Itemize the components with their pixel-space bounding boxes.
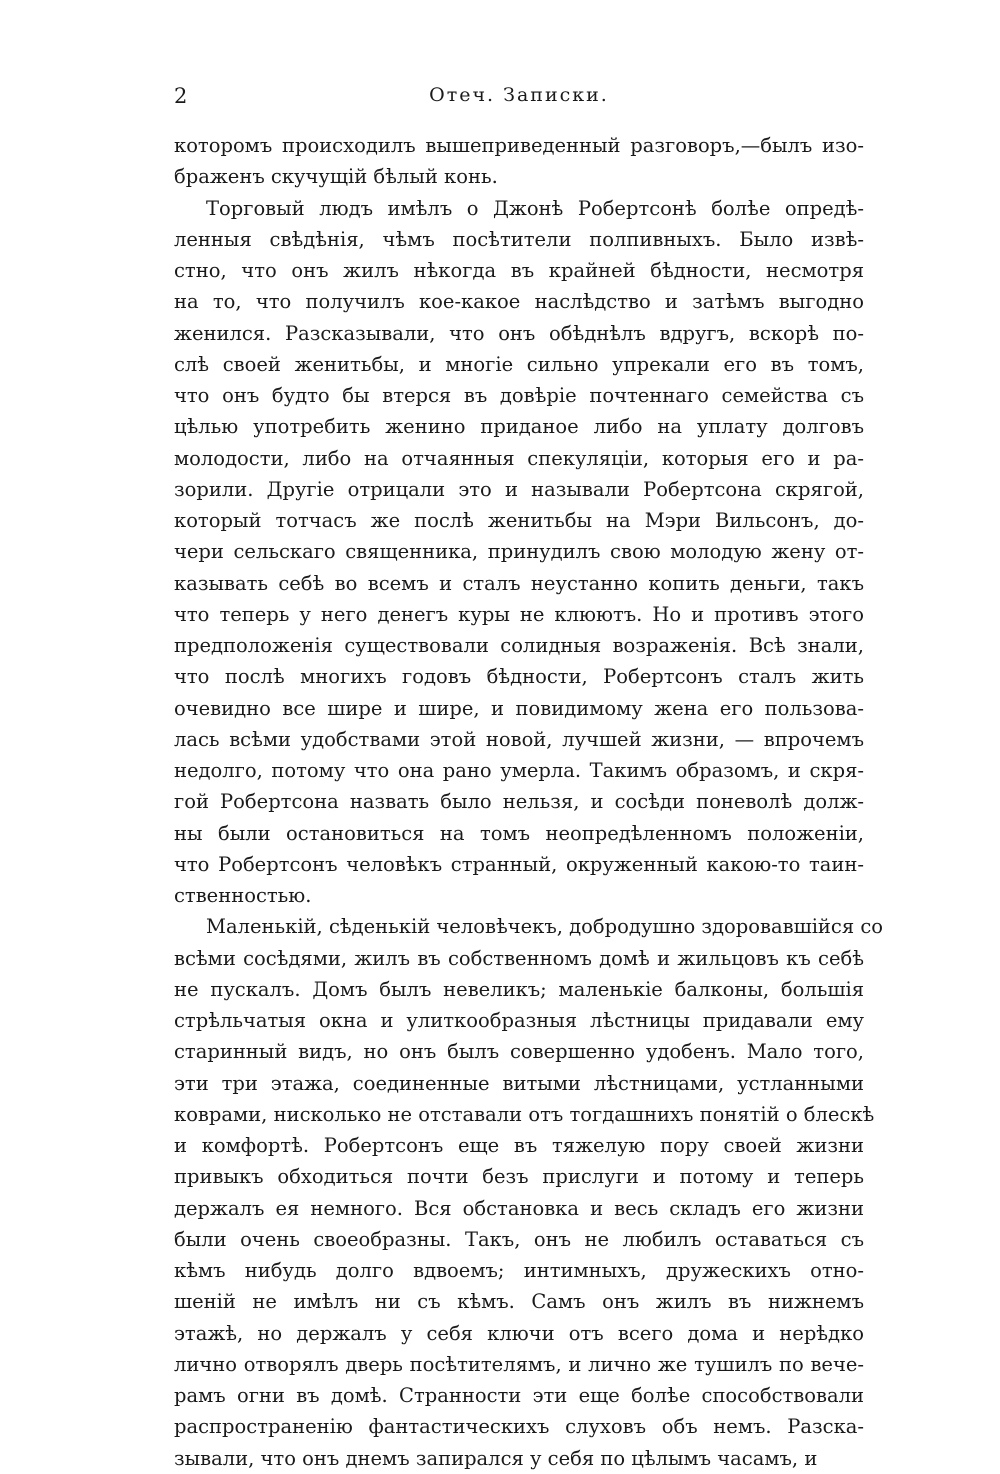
- text-line: Торговый людъ имѣлъ о Джонѣ Робертсонѣ болѣе опредѣ-: [206, 196, 864, 220]
- text-line: что онъ будто бы втерся въ довѣріе почтеннаго семейства съ: [174, 384, 864, 407]
- text-line: держалъ ея немного. Вся обстановка и весь складъ его жизни: [174, 1196, 864, 1220]
- text-line: предположенія существовали солидныя возраженія. Всѣ знали,: [174, 634, 864, 657]
- text-line: Маленькій, сѣденькій человѣчекъ, добродушно здоровавшійся со: [206, 915, 884, 939]
- text-line: и комфортѣ. Робертсонъ еще въ тяжелую пору своей жизни: [174, 1134, 864, 1157]
- text-line: были очень своеобразны. Такъ, онъ не любилъ оставаться съ: [174, 1227, 864, 1251]
- running-title: Отеч. Записки.: [429, 84, 609, 106]
- text-line: казывать себѣ во всемъ и сталъ неустанно копить деньги, такъ: [174, 571, 864, 595]
- text-line: женился. Разсказывали, что онъ обѣднѣлъ вдругъ, вскорѣ по-: [174, 321, 864, 345]
- text-line: чери сельскаго священника, принудилъ свою молодую жену от-: [174, 540, 864, 564]
- text-line: что теперь у него денегъ куры не клюютъ. Но и противъ этого: [174, 602, 864, 626]
- text-line: на то, что получилъ кое-какое наслѣдство и затѣмъ выгодно: [174, 290, 864, 314]
- text-line: кѣмъ нибудь долго вдвоемъ; интимныхъ, дружескихъ отно-: [174, 1259, 864, 1282]
- text-line: шеній не имѣлъ ни съ кѣмъ. Самъ онъ жилъ въ нижнемъ: [174, 1290, 864, 1314]
- text-line: цѣлью употребить женино приданое либо на уплату долговъ: [174, 415, 864, 439]
- text-line: лась всѣми удобствами этой новой, лучшей жизни, — впрочемъ: [174, 727, 864, 751]
- text-line: слѣ своей женитьбы, и многіе сильно упрекали его въ томъ,: [174, 352, 864, 376]
- text-line: что послѣ многихъ годовъ бѣдности, Робертсонъ сталъ жить: [174, 665, 864, 689]
- text-line: не пускалъ. Домъ былъ невеликъ; маленькіе балконы, большія: [174, 977, 864, 1001]
- text-line: которомъ происходилъ вышеприведенный разговоръ,—былъ изо-: [174, 134, 864, 157]
- page-number: 2: [174, 84, 188, 108]
- text-line: коврами, нисколько не отставали отъ тогдашнихъ понятій о блескѣ: [174, 1102, 875, 1126]
- text-line: ленныя свѣдѣнія, чѣмъ посѣтители полпивныхъ. Было извѣ-: [174, 227, 864, 251]
- text-line: распространенію фантастическихъ слуховъ объ немъ. Разска-: [174, 1415, 864, 1439]
- text-line: лично отворялъ дверь посѣтителямъ, и лично же тушилъ по вече-: [174, 1352, 864, 1376]
- text-line: старинный видъ, но онъ былъ совершенно удобенъ. Мало того,: [174, 1040, 864, 1064]
- paragraph: [174, 193, 864, 912]
- text-line: рамъ огни въ домѣ. Странности эти еще болѣе способствовали: [174, 1384, 864, 1407]
- text-line: который тотчасъ же послѣ женитьбы на Мэри Вильсонъ, до-: [174, 509, 864, 532]
- text-line: молодости, либо на отчаянныя спекуляціи, которыя его и ра-: [174, 446, 864, 470]
- text-line: зывали, что онъ днемъ запирался у себя по цѣлымъ часамъ, и: [174, 1446, 818, 1470]
- text-line: всѣми сосѣдями, жилъ въ собственномъ домѣ и жильцовъ къ себѣ: [174, 946, 864, 970]
- page-header: [174, 84, 864, 114]
- text-line: этажѣ, но держалъ у себя ключи отъ всего дома и нерѣдко: [174, 1321, 864, 1345]
- text-line: что Робертсонъ человѣкъ странный, окруженный какою-то таин-: [174, 852, 864, 876]
- text-line: ственностью.: [174, 884, 312, 907]
- text-line: очевидно все шире и шире, и повидимому жена его пользова-: [174, 696, 864, 720]
- paragraph: [174, 130, 864, 193]
- body-text: [174, 130, 884, 1474]
- text-line: стрѣльчатыя окна и улиткообразныя лѣстницы придавали ему: [174, 1009, 864, 1032]
- text-line: недолго, потому что она рано умерла. Такимъ образомъ, и скря-: [174, 759, 864, 782]
- text-line: гой Робертсона назвать было нельзя, и сосѣди поневолѣ долж-: [174, 790, 864, 814]
- paragraph: [174, 911, 884, 1474]
- text-line: привыкъ обходиться почти безъ прислуги и потому и теперь: [174, 1165, 864, 1189]
- text-line: стно, что онъ жилъ нѣкогда въ крайней бѣдности, несмотря: [174, 259, 864, 282]
- text-line: зорили. Другіе отрицали это и называли Робертсона скрягой,: [174, 477, 864, 501]
- text-line: эти три этажа, соединенные витыми лѣстницами, устланными: [174, 1071, 864, 1095]
- text-line: браженъ скучущій бѣлый конь.: [174, 165, 498, 189]
- text-line: ны были остановиться на томъ неопредѣленномъ положеніи,: [174, 821, 864, 845]
